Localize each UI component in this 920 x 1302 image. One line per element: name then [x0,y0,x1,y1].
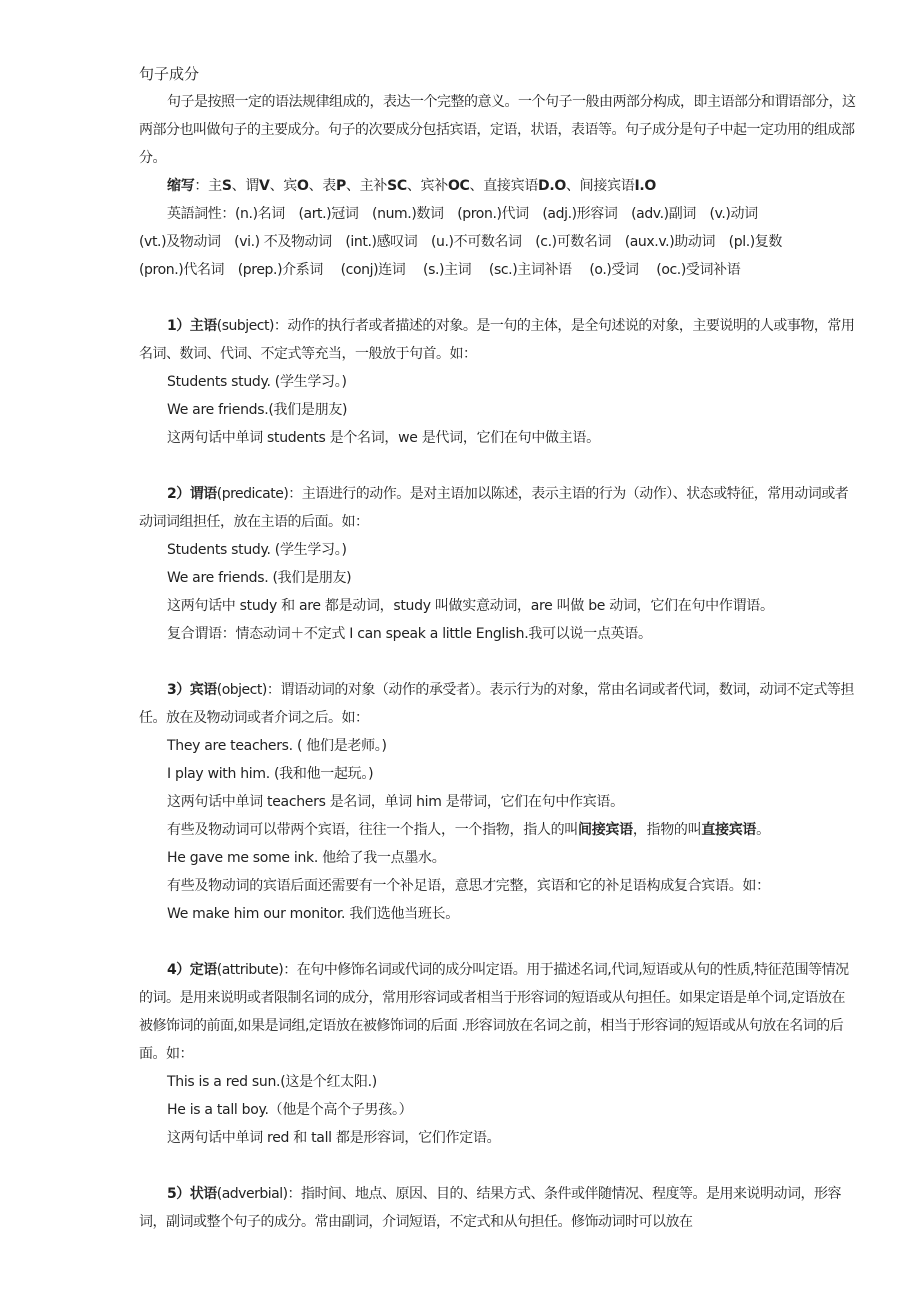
example-sentence: Students study. (学生学习。) [167,542,347,558]
section-adverbial [139,1180,856,1236]
example-sentence: I play with him. (我和他一起玩。) [167,766,374,782]
section-subject [139,312,856,368]
explanation-note: 复合谓语：情态动词＋不定式 I can speak a little English.我可以说一点英语。 [167,626,652,642]
section-description: (object)：谓语动词的对象（动作的承受者）。表示行为的对象，常由名词或者代词，数词，动词不定式等担任。放在及物动词或者介词之后。如： [139,682,854,726]
abbr-code: SC [387,178,407,194]
abbreviation-line [139,172,856,200]
pos-line-3: (pron.)代名词 (prep.)介系词 (conj)连词 (s.)主词 (sc.)主词补语 (o.)受词 (oc.)受词补语 [139,262,741,278]
emphasis-term: 间接宾语 [578,822,633,838]
explanation-note: 这两句话中单词 students 是个名词，we 是代词，它们在句中做主语。 [167,430,600,446]
abbr-code: S [221,178,232,194]
section-description: (attribute)：在句中修饰名词或代词的成分叫定语。用于描述名词,代词,短语或从句的性质,特征范围等情况的词。是用来说明或者限制名词的成分，常用形容词或者相当于形容词的短语或从句担任。如果定语是单个词,定语放在被修饰词的前面,如果是词组,定语放在被修饰词的后面 .形容词放在名词之前，相当于形容词的短语或从句放在名词的后面。如： [139,962,849,1062]
abbr-zh: ：主 [194,178,222,194]
section-object [139,676,856,732]
abbr-code: O [296,178,309,194]
abbr-zh: 、宾补 [406,178,448,194]
spacer [139,1152,856,1180]
pos-line-1: 英語詞性：(n.)名词 (art.)冠词 (num.)数词 (pron.)代词 (adj.)形容词 (adv.)副词 (v.)动词 [167,206,758,222]
section-number: 3） [167,682,190,698]
note-text: 。 [756,822,770,838]
section-description: (predicate)：主语进行的动作。是对主语加以陈述，表示主语的行为（动作）、状态或特征，常用动词或者动词词组担任，放在主语的后面。如： [139,486,849,530]
section-term: 谓语 [189,486,217,502]
abbr-code: P [335,178,346,194]
page-title: 句子成分 [139,65,200,83]
example-sentence: We are friends.(我们是朋友) [167,402,348,418]
section-predicate [139,480,856,536]
abbr-code: D.O [538,178,566,194]
example-sentence: We make him our monitor. 我们选他当班长。 [167,906,459,922]
abbr-zh: 、直接宾语 [469,178,539,194]
section-term: 宾语 [189,682,217,698]
abbr-code: I.O [634,178,656,194]
example-sentence: He gave me some ink. 他给了我一点墨水。 [167,850,446,866]
abbr-code: V [259,178,270,194]
explanation-note: 这两句话中单词 red 和 tall 都是形容词，它们作定语。 [167,1130,501,1146]
example-sentence: Students study. (学生学习。) [167,374,347,390]
section-attribute [139,956,856,1068]
spacer [139,284,856,312]
note-text: ，指物的叫 [632,822,702,838]
section-term: 状语 [189,1186,217,1202]
explanation-note: 这两句话中 study 和 are 都是动词，study 叫做实意动词，are 叫做 be 动词，它们在句中作谓语。 [167,598,774,614]
intro-paragraph: 句子是按照一定的语法规律组成的，表达一个完整的意义。一个句子一般由两部分构成，即主语部分和谓语部分，这两部分也叫做句子的主要成分。句子的次要成分包括宾语，定语，状语，表语等。句子成分是句子中起一定功用的组成部分。 [139,94,856,166]
note-text: 有些及物动词可以带两个宾语，往往一个指人，一个指物，指人的叫 [167,822,578,838]
abbreviation-label: 缩写 [167,178,195,194]
abbr-zh: 、宾 [269,178,297,194]
section-number: 5） [167,1186,190,1202]
abbr-code: OC [447,178,470,194]
example-sentence: We are friends. (我们是朋友) [167,570,352,586]
section-number: 4） [167,962,190,978]
section-number: 1） [167,318,190,334]
emphasis-term: 直接宾语 [701,822,757,838]
abbr-zh: 、间接宾语 [565,178,635,194]
abbr-zh: 、主补 [345,178,388,194]
abbr-zh: 、表 [308,178,336,194]
spacer [139,648,856,676]
explanation-note: 这两句话中单词 teachers 是名词，单词 him 是带词，它们在句中作宾语。 [167,794,624,810]
section-term: 主语 [189,318,217,334]
section-description: (adverbial)：指时间、地点、原因、目的、结果方式、条件或伴随情况、程度等。是用来说明动词，形容词，副词或整个句子的成分。常由副词，介词短语，不定式和从句担任。修饰动词时可以放在 [139,1186,842,1230]
pos-line-2: (vt.)及物动词 (vi.) 不及物动词 (int.)感叹词 (u.)不可数名词 (c.)可数名词 (aux.v.)助动词 (pl.)复数 [139,234,783,250]
example-sentence: They are teachers. ( 他们是老师。) [167,738,387,754]
spacer [139,928,856,956]
explanation-note [139,816,856,844]
spacer [139,452,856,480]
abbr-zh: 、谓 [231,178,260,194]
section-number: 2） [167,486,190,502]
example-sentence: This is a red sun.(这是个红太阳.) [167,1074,377,1090]
example-sentence: He is a tall boy.（他是个高个子男孩。） [167,1102,413,1118]
section-term: 定语 [189,962,217,978]
section-description: (subject)：动作的执行者或者描述的对象。是一句的主体，是全句述说的对象，主要说明的人或事物，常用名词、数词、代词、不定式等充当，一般放于句首。如： [139,318,855,362]
explanation-note: 有些及物动词的宾语后面还需要有一个补足语，意思才完整，宾语和它的补足语构成复合宾语。如： [167,878,770,894]
